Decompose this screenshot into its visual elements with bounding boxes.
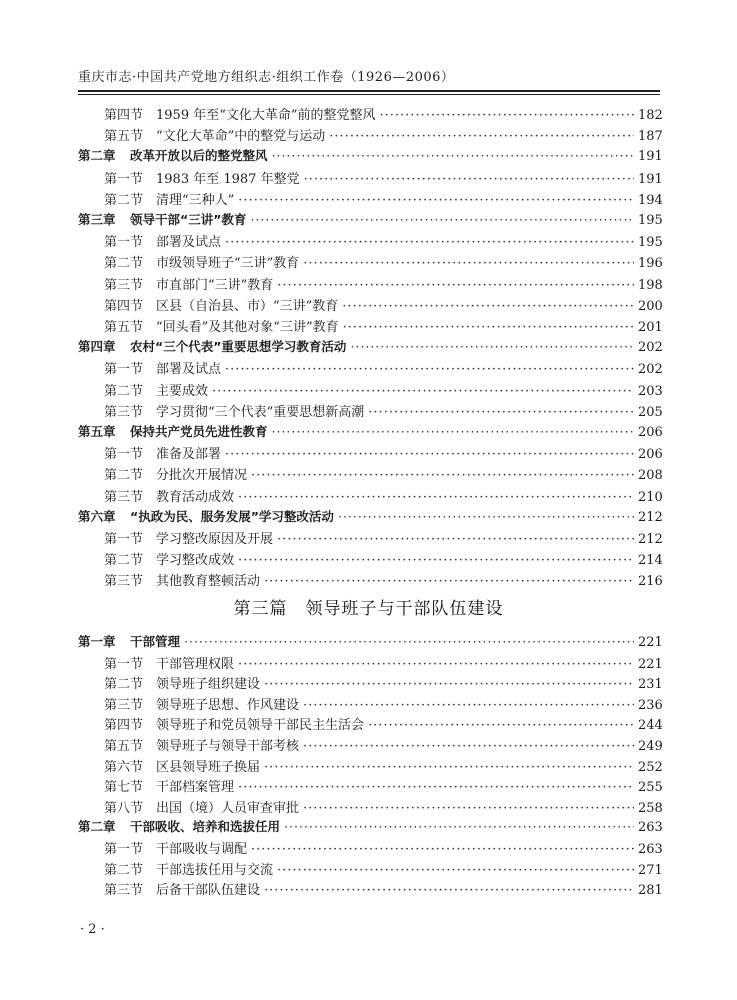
toc-leader-dots [225,362,634,377]
toc-entry-number: 第六章 [78,508,116,524]
toc-entry-title: 干部档案管理 [156,780,235,796]
toc-entry-page: 249 [638,739,663,754]
toc-entry-title: 学习整改原因及开展 [156,532,274,547]
toc-entry-page: 221 [638,635,663,650]
toc-section-row [104,443,663,463]
toc-section-row [104,653,663,673]
toc-entry-title: “文化大革命”中的整党与运动 [156,129,326,145]
toc-entry-number: 第一节 [104,235,144,251]
toc-entry-page: 202 [638,362,663,378]
toc-leader-dots [225,235,634,250]
toc-entry-page: 252 [638,759,663,775]
toc-entry-page: 182 [638,108,663,123]
toc-leader-dots [212,384,634,399]
toc-entry-number: 第三节 [104,697,144,713]
toc-section-row [104,879,663,899]
toc-section-row [104,274,663,294]
toc-entry-title: 农村“三个代表”重要思想学习教育活动 [130,339,347,355]
toc-entry-page: 263 [638,842,663,857]
toc-section-row [104,252,663,272]
toc-leader-dots [303,698,634,713]
toc-leader-dots [368,718,634,733]
toc-leader-dots [350,339,634,354]
running-header: 重庆市志·中国共产党地方组织志·组织工作卷（1926—2006） [78,70,455,85]
toc-entry-number: 第一节 [104,656,144,672]
toc-entry-title: 领导班子和党员领导干部民主生活会 [156,718,365,734]
toc-entry-title: 区县（自治县、市）“三讲”教育 [156,298,339,314]
toc-entry-title: 出国（境）人员审查审批 [156,800,300,816]
toc-entry-title: 其他教育整顿活动 [156,574,261,590]
toc-entry-page: 206 [638,425,663,440]
toc-entry-number: 第五节 [104,739,144,754]
toc-entry-title: 干部吸收、培养和选拔任用 [130,819,281,835]
toc-entry-title: 学习贯彻“三个代表”重要思想新高潮 [156,404,365,420]
toc-entry-page: 244 [638,718,663,734]
toc-entry-number: 第五章 [78,424,116,439]
toc-chapter-row [78,632,663,652]
toc-entry-title: 区县领导班子换届 [156,759,261,775]
toc-entry-number: 第二节 [104,553,144,569]
toc-leader-dots [184,634,634,649]
toc-entry-title: 后备干部队伍建设 [156,883,261,899]
toc-entry-number: 第五节 [104,129,144,145]
toc-leader-dots [238,780,634,795]
toc-leader-dots [238,553,634,568]
toc-chapter-row [78,817,663,837]
toc-entry-page: 214 [638,553,663,569]
toc-section-row [104,797,663,817]
toc-leader-dots [277,863,634,878]
toc-entry-page: 255 [638,780,663,796]
header-rule-thin [78,94,660,95]
toc-entry-title: “执政为民、服务发展”学习整改活动 [130,508,334,524]
toc-entry-page: 194 [638,192,663,208]
toc-entry-page: 191 [638,171,663,187]
part-title: 第三篇 领导班子与干部队伍建设 [233,599,504,619]
toc-leader-dots [251,842,634,857]
toc-entry-page: 236 [638,697,663,713]
toc-entry-number: 第三节 [104,277,144,293]
toc-entry-number: 第一章 [78,634,116,649]
toc-entry-number: 第二节 [104,192,144,208]
toc-entry-title: 干部管理权限 [156,656,235,672]
toc-section-row [104,756,663,776]
toc-leader-dots [238,193,634,208]
toc-entry-page: 263 [638,820,663,836]
toc-entry-number: 第二节 [104,383,144,399]
toc-leader-dots [329,129,634,144]
toc-entry-page: 195 [638,213,663,228]
toc-leader-dots [251,468,634,483]
toc-entry-page: 271 [638,862,663,878]
toc-section-row [104,316,663,336]
toc-entry-page: 231 [638,677,663,693]
toc-section-row [104,735,663,755]
toc-leader-dots [343,320,634,335]
toc-section-row [104,714,663,734]
toc-leader-dots [264,760,634,775]
toc-leader-dots [368,405,634,420]
toc-section-row [104,168,663,188]
toc-entry-title: 部署及试点 [156,235,222,251]
toc-section-row [104,125,663,145]
toc-section-row [104,104,663,124]
toc-chapter-row [78,210,663,230]
toc-entry-page: 212 [638,509,663,525]
toc-entry-number: 第四节 [104,108,144,123]
toc-leader-dots [303,256,634,271]
toc-chapter-row [78,146,663,166]
toc-section-row [104,673,663,693]
toc-section-row [104,838,663,858]
toc-entry-page: 258 [638,800,663,816]
toc-entry-number: 第一节 [104,842,144,857]
toc-entry-page: 216 [638,574,663,590]
toc-entry-number: 第三节 [104,404,144,420]
toc-section-row [104,859,663,879]
toc-entry-page: 212 [638,532,663,547]
toc-entry-title: 教育活动成效 [156,489,235,505]
toc-section-row [104,549,663,569]
toc-entry-title: 改革开放以后的整党整风 [130,148,268,164]
toc-entry-page: 187 [638,129,663,145]
toc-entry-number: 第三节 [104,883,144,899]
toc-entry-page: 221 [638,656,663,672]
toc-leader-dots [250,212,634,227]
toc-entry-page: 203 [638,383,663,399]
toc-section-row [104,380,663,400]
toc-entry-title: 领导班子与领导干部考核 [156,739,300,754]
toc-entry-title: 领导干部“三讲”教育 [130,212,247,227]
toc-leader-dots [342,299,634,314]
page-number: · 2 · [80,922,105,937]
toc-chapter-row [78,422,663,442]
toc-section-row [104,358,663,378]
toc-leader-dots [264,883,634,898]
toc-leader-dots [303,739,634,754]
toc-entry-title: 领导班子思想、作风建设 [156,697,300,713]
toc-section-row [104,189,663,209]
toc-entry-number: 第二节 [104,468,144,484]
toc-entry-number: 第一节 [104,362,144,378]
toc-entry-number: 第八节 [104,800,144,816]
toc-leader-dots [338,509,634,524]
toc-leader-dots [304,172,634,187]
toc-entry-number: 第七节 [104,780,144,796]
toc-leader-dots [238,657,634,672]
toc-entry-page: 202 [638,340,663,356]
toc-leader-dots [380,108,634,123]
toc-entry-number: 第六节 [104,759,144,775]
toc-entry-title: 干部吸收与调配 [156,842,248,857]
toc-leader-dots [264,574,634,589]
toc-entry-number: 第一节 [104,447,144,463]
toc-leader-dots [272,424,634,439]
toc-section-row [104,464,663,484]
toc-entry-number: 第三章 [78,212,116,227]
toc-section-row [104,528,663,548]
toc-leader-dots [238,490,634,505]
toc-entry-title: 领导班子组织建设 [156,677,261,693]
toc-section-row [104,486,663,506]
toc-chapter-row [78,337,663,357]
toc-chapter-row [78,507,663,527]
toc-leader-dots [284,819,634,834]
toc-entry-number: 第四节 [104,718,144,734]
toc-entry-number: 第二节 [104,677,144,693]
toc-leader-dots [303,801,634,816]
toc-entry-page: 191 [638,149,663,165]
toc-entry-title: 1959 年至“文化大革命”前的整党整风 [156,108,376,123]
toc-entry-number: 第四章 [78,339,116,355]
toc-section-row [104,401,663,421]
toc-entry-title: 分批次开展情况 [156,468,248,484]
toc-section-row [104,570,663,590]
toc-entry-number: 第二章 [78,148,116,164]
toc-entry-title: 干部选拔任用与交流 [156,862,274,878]
toc-entry-page: 196 [638,256,663,272]
toc-entry-title: 清理“三种人” [156,192,235,208]
toc-entry-number: 第二章 [78,819,116,835]
toc-entry-page: 206 [638,447,663,463]
toc-leader-dots [264,677,634,692]
toc-entry-title: “回头看”及其他对象“三讲”教育 [156,320,339,335]
toc-entry-page: 208 [638,468,663,484]
toc-entry-number: 第二节 [104,862,144,878]
toc-section-row [104,776,663,796]
toc-entry-title: 部署及试点 [156,362,222,378]
toc-entry-page: 198 [638,277,663,293]
toc-entry-title: 保持共产党员先进性教育 [130,424,268,439]
toc-entry-title: 学习整改成效 [156,553,235,569]
toc-entry-page: 201 [638,320,663,335]
toc-entry-number: 第四节 [104,298,144,314]
toc-entry-title: 市直部门“三讲”教育 [156,277,274,293]
toc-entry-page: 281 [638,883,663,899]
toc-entry-page: 210 [638,489,663,505]
toc-section-row [104,295,663,315]
toc-entry-number: 第五节 [104,320,144,335]
toc-entry-number: 第三节 [104,489,144,505]
toc-entry-page: 200 [638,298,663,314]
toc-leader-dots [277,278,634,293]
toc-entry-title: 准备及部署 [156,447,222,463]
header-rule-thick [78,90,660,92]
toc-section-row [104,694,663,714]
toc-entry-page: 195 [638,235,663,251]
toc-entry-number: 第二节 [104,256,144,272]
toc-entry-number: 第三节 [104,574,144,590]
toc-entry-title: 干部管理 [130,634,181,649]
toc-leader-dots [277,532,634,547]
toc-leader-dots [272,148,634,163]
toc-entry-title: 市级领导班子“三讲”教育 [156,256,300,272]
toc-leader-dots [225,447,634,462]
toc-entry-title: 主要成效 [156,383,209,399]
toc-entry-number: 第一节 [104,171,144,187]
toc-section-row [104,231,663,251]
toc-entry-title: 1983 年至 1987 年整党 [156,171,300,187]
toc-entry-page: 205 [638,404,663,420]
toc-entry-number: 第一节 [104,532,144,547]
